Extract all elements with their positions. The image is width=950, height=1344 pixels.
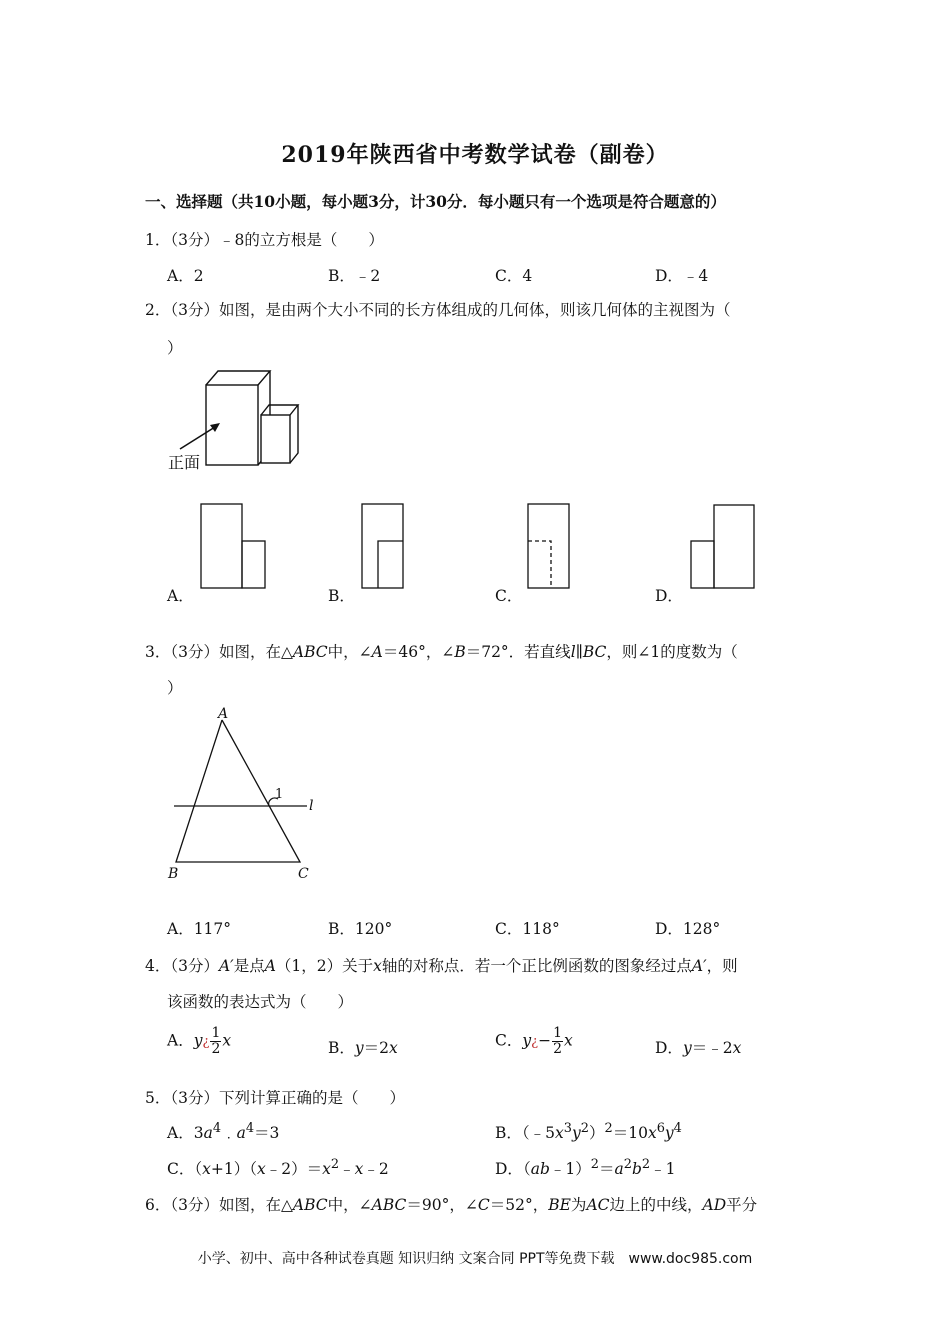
- question-3-stem-cont: ）: [167, 679, 183, 697]
- q3-label-c: C: [298, 866, 309, 882]
- q1-option-d: D．﹣4: [655, 267, 709, 285]
- q3-option-a: A．117°: [167, 920, 232, 938]
- q2-option-d: D．: [655, 587, 683, 605]
- q1-option-b: B．﹣2: [328, 267, 381, 285]
- page-footer: 小学、初中、高中各种试卷真题 知识归纳 文案合同 PPT等免费下载 www.doc985.com: [197, 1251, 753, 1267]
- q3-option-c: C．118°: [495, 920, 560, 938]
- q4-option-a: A．y¿ $\frac{1}{2}$ x: [167, 1025, 232, 1057]
- q2-option-a: A．: [167, 587, 194, 605]
- q2-option-d-figure: [688, 502, 758, 590]
- q5-option-c: C．$(x+1)(x﹣2)=x^2﹣x﹣2$: [167, 1157, 389, 1179]
- q3-label-b: B: [168, 866, 179, 882]
- question-4-stem: 4．（3分）A′是点A（1，2）关于x轴的对称点．若一个正比例函数的图象经过点A′，则: [145, 957, 738, 975]
- page-title: 2019年陕西省中考数学试卷（副卷）: [281, 142, 669, 168]
- question-2-stem: 2．（3分）如图，是由两个大小不同的长方体组成的几何体，则该几何体的主视图为（: [145, 301, 731, 319]
- q5-option-b: B．$(﹣5x^3y^2)^2=10x^6y^4$: [495, 1121, 682, 1143]
- q2-solid-figure: [160, 365, 310, 475]
- q3-label-l: l: [309, 798, 314, 814]
- q5-option-d: D．$(ab﹣1)^2=a^2b^2﹣1$: [495, 1157, 676, 1179]
- question-1-stem: 1．（3分）﹣8的立方根是（ ）: [145, 231, 384, 249]
- q4-option-b: B．y＝2x: [328, 1039, 398, 1057]
- question-2-stem-cont: ）: [167, 339, 183, 357]
- q3-triangle-figure: [160, 702, 330, 887]
- q2-option-b: B．: [328, 587, 355, 605]
- question-5-stem: 5．（3分）下列计算正确的是（ ）: [145, 1089, 405, 1107]
- q2-option-b-figure: [359, 502, 405, 590]
- q1-option-a: A．2: [167, 267, 204, 285]
- question-6-stem: 6．（3分）如图，在△ABC中，∠ABC＝90°，∠C＝52°，BE为AC边上的中线，AD平分: [145, 1196, 758, 1214]
- q2-option-c-figure: [525, 502, 571, 590]
- q5-option-a: A．$3a^4﹒a^4=3$: [167, 1121, 280, 1143]
- q4-option-c: C．y¿− $\frac{1}{2}$ x: [495, 1025, 573, 1057]
- q3-option-d: D．128°: [655, 920, 721, 938]
- q1-option-c: C．4: [495, 267, 533, 285]
- q4-option-d: D．y＝﹣2x: [655, 1039, 742, 1057]
- q3-option-b: B．120°: [328, 920, 393, 938]
- q3-label-angle-1: 1: [275, 787, 284, 802]
- q2-option-c: C．: [495, 587, 523, 605]
- q3-label-a: A: [218, 706, 229, 722]
- question-4-stem-cont: 该函数的表达式为（ ）: [167, 993, 354, 1011]
- q2-option-a-figure: [198, 502, 268, 590]
- section-heading: 一、选择题（共10小题，每小题3分，计30分．每小题只有一个选项是符合题意的）: [145, 192, 726, 211]
- question-3-stem: 3．（3分）如图，在△ABC中，∠A＝46°，∠B＝72°．若直线l∥BC，则∠1的度数为（: [145, 643, 738, 661]
- q2-front-label: 正面: [168, 453, 201, 472]
